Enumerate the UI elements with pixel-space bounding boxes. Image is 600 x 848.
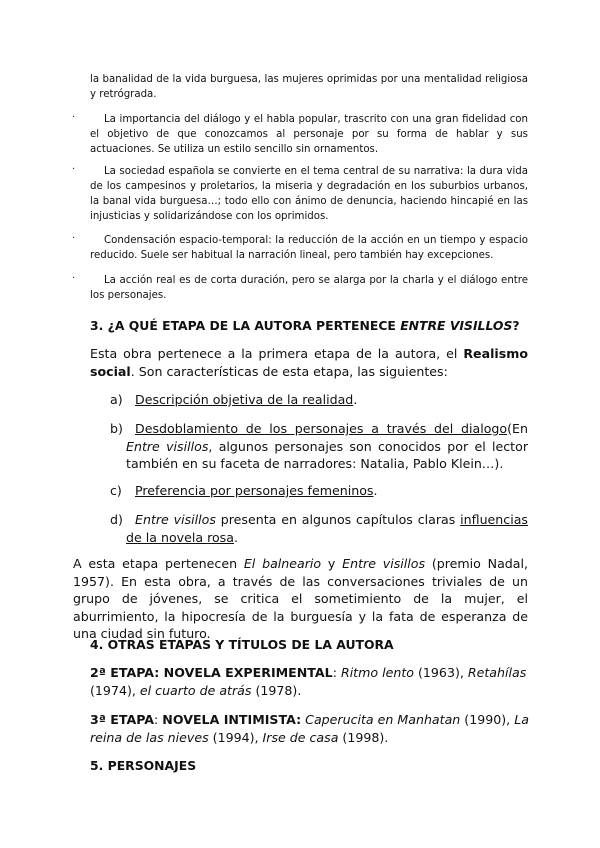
section-3-heading: 3. ¿A QUÉ ETAPA DE LA AUTORA PERTENECE ENTRE VISILLOS? (90, 318, 520, 333)
bullet-text: La sociedad española se convierte en el tema central de su narrativa: la dura vida de los campesinos y proletarios, la miseria y degradación en los suburbios urbanos, la banal vida burguesa…; todo ello con ánimo de denuncia, haciendo hincapié en las injusticias y solidarizándose con los oprimidos. (90, 166, 528, 222)
stage-2-paragraph: 2ª ETAPA: NOVELA EXPERIMENTAL: Ritmo lento (1963), Retahílas (1974), el cuarto de atrás (1978). (90, 665, 527, 698)
list-marker-c: c) (110, 483, 122, 498)
intro-text: la banalidad de la vida burguesa, las mujeres oprimidas por una mentalidad religiosa y retrógrada. (90, 74, 528, 100)
bullet-item (90, 112, 528, 157)
list-marker-b: b) (110, 421, 123, 436)
bullet-marker: · (72, 233, 76, 244)
bullet-text: La acción real es de corta duración, pero se alarga por la charla y el diálogo entre los personajes. (90, 275, 528, 301)
list-item-b: Desdoblamiento de los personajes a través del dialogo(En Entre visillos, algunos personajes son conocidos por el lector también en su faceta de narradores: Natalia, Pablo Klein…). (126, 421, 528, 472)
bullet-text: Condensación espacio-temporal: la reducción de la acción en un tiempo y espacio reducido. Suele ser habitual la narración lineal, pero también hay excepciones. (90, 235, 528, 261)
bullet-item (90, 273, 528, 303)
section-4-heading: 4. OTRAS ETAPAS Y TÍTULOS DE LA AUTORA (90, 637, 394, 652)
list-item-c: Preferencia por personajes femeninos. (135, 483, 378, 498)
list-item-d: Entre visillos presenta en algunos capítulos claras influencias de la novela rosa. (126, 512, 528, 545)
bullet-marker: · (72, 112, 76, 123)
list-item-a: Descripción objetiva de la realidad. (135, 392, 358, 407)
stage-3-paragraph: 3ª ETAPA: NOVELA INTIMISTA: Caperucita en Manhatan (1990), La reina de las nieves (1994), Irse de casa (1998). (90, 712, 529, 745)
section-3-closing-paragraph: A esta etapa pertenecen El balneario y Entre visillos (premio Nadal, 1957). En esta obra, a través de las conversaciones triviales de un grupo de jóvenes, se critica el sometimiento de la mujer, el aburrimiento, la hipocresía de la burguesía y la fata de esperanza de una ciudad sin futuro. (73, 556, 529, 642)
list-marker-d: d) (110, 512, 123, 527)
list-marker-a: a) (110, 392, 123, 407)
bullet-text: La importancia del diálogo y el habla popular, trascrito con una gran fidelidad con el objetivo de que conozcamos al personaje por su forma de hablar y sus actuaciones. Se utiliza un estilo sencillo sin ornamentos. (90, 114, 528, 155)
section-3-paragraph: Esta obra pertenece a la primera etapa de la autora, el Realismo social. Son características de esta etapa, las siguientes: (90, 346, 528, 379)
bullet-marker: · (72, 273, 76, 284)
bullet-item (90, 164, 528, 224)
bullet-marker: · (72, 164, 76, 175)
section-5-heading: 5. PERSONAJES (90, 758, 197, 773)
intro-paragraph (90, 72, 528, 102)
bullet-item (90, 233, 528, 263)
